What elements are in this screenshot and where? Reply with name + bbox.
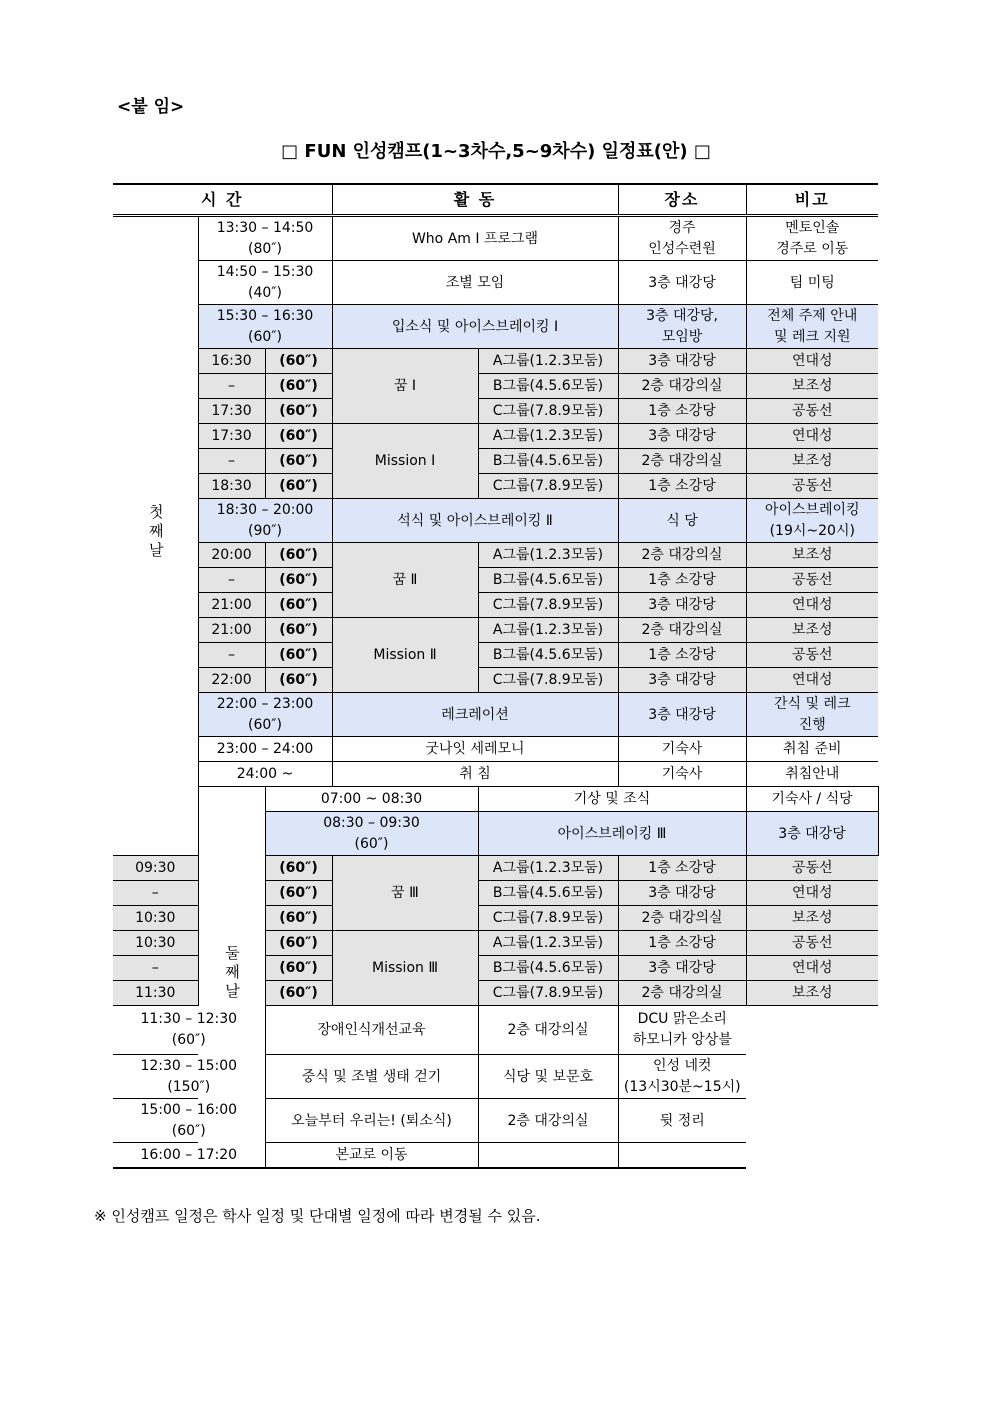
remark-cell: 공동선 xyxy=(746,399,878,424)
day1-text: 첫째날 xyxy=(146,503,165,561)
block-program-name: 꿈 Ⅲ xyxy=(332,856,478,931)
table-row xyxy=(113,1143,878,1169)
group-cell: C그룹(7.8.9모둠) xyxy=(478,981,618,1006)
remark-cell: 공동선 xyxy=(746,931,878,956)
place-cell: 2층 대강의실 xyxy=(478,1006,618,1055)
block-duration: (60″) xyxy=(265,374,332,399)
time-cell xyxy=(198,499,332,543)
group-cell: C그룹(7.8.9모둠) xyxy=(478,399,618,424)
activity-cell: 입소식 및 아이스브레이킹 Ⅰ xyxy=(332,305,618,349)
remark-cell: 공동선 xyxy=(746,643,878,668)
place-cell: 1층 소강당 xyxy=(618,474,746,499)
block-time-dash: – xyxy=(198,374,265,399)
activity-cell: 본교로 이동 xyxy=(265,1143,478,1169)
duration: (60″) xyxy=(248,716,282,733)
remark-cell xyxy=(618,1006,746,1055)
time-range: 22:00 – 23:00 xyxy=(216,695,314,712)
duration: (90″) xyxy=(248,522,282,539)
block-duration: (60″) xyxy=(265,449,332,474)
block-program-name: Mission Ⅱ xyxy=(332,618,478,693)
table-row xyxy=(113,399,878,424)
block-time-end: 22:00 xyxy=(198,668,265,693)
group-cell: B그룹(4.5.6모둠) xyxy=(478,374,618,399)
remark-cell: 연대성 xyxy=(746,593,878,618)
place-text: 3층 대강당, 모임방 xyxy=(646,307,718,345)
table-row xyxy=(113,1006,878,1055)
time-range: 24:00 ~ xyxy=(236,766,294,782)
remark-cell: 연대성 xyxy=(746,349,878,374)
activity-cell: Who Am I 프로그램 xyxy=(332,216,618,261)
table-row xyxy=(113,568,878,593)
place-cell: 2층 대강의실 xyxy=(618,981,746,1006)
duration: (60″) xyxy=(171,1122,206,1139)
duration: (80″) xyxy=(248,240,282,257)
duration: (150″) xyxy=(167,1078,211,1095)
time-cell xyxy=(198,216,332,261)
remark-cell: 보조성 xyxy=(746,906,878,931)
block-duration: (60″) xyxy=(265,643,332,668)
group-cell: B그룹(4.5.6모둠) xyxy=(478,449,618,474)
group-cell: A그룹(1.2.3모둠) xyxy=(478,349,618,374)
place-cell: 3층 대강당 xyxy=(618,693,746,737)
block-time-dash: – xyxy=(113,881,198,906)
activity-cell: 레크레이션 xyxy=(332,693,618,737)
remark-text: 아이스브레이킹 (19시~20시) xyxy=(764,501,860,539)
place-cell: 2층 대강의실 xyxy=(618,618,746,643)
group-cell: B그룹(4.5.6모둠) xyxy=(478,568,618,593)
place-cell: 2층 대강의실 xyxy=(618,543,746,568)
activity-cell: 석식 및 아이스브레이킹 Ⅱ xyxy=(332,499,618,543)
block-program-name: 꿈 Ⅱ xyxy=(332,543,478,618)
block-program-name: Mission Ⅰ xyxy=(332,424,478,499)
place-text: 경주 인성수련원 xyxy=(648,219,716,257)
time-cell xyxy=(113,1099,265,1143)
block-duration: (60″) xyxy=(265,856,332,881)
remark-cell: 공동선 xyxy=(746,474,878,499)
group-cell: C그룹(7.8.9모둠) xyxy=(478,593,618,618)
block-duration: (60″) xyxy=(265,349,332,374)
schedule-table xyxy=(113,183,878,1169)
group-cell: A그룹(1.2.3모둠) xyxy=(478,424,618,449)
place-cell: 기숙사 / 식당 xyxy=(746,787,878,812)
time-range: 15:00 – 16:00 xyxy=(140,1101,238,1118)
block-duration: (60″) xyxy=(265,956,332,981)
time-cell xyxy=(113,1143,265,1169)
place-cell: 2층 대강의실 xyxy=(618,906,746,931)
remark-cell: 보조성 xyxy=(746,981,878,1006)
remark-text: 전체 주제 안내 및 레크 지원 xyxy=(767,307,858,345)
block-program-name: Mission Ⅲ xyxy=(332,931,478,1006)
table-row xyxy=(113,593,878,618)
remark-cell: 연대성 xyxy=(746,881,878,906)
remark-text: DCU 맑은소리 하모니카 앙상블 xyxy=(632,1011,732,1048)
time-cell xyxy=(198,261,332,305)
time-range: 12:30 – 15:00 xyxy=(140,1057,238,1074)
time-range: 18:30 – 20:00 xyxy=(216,501,314,518)
place-cell: 1층 소강당 xyxy=(618,399,746,424)
time-cell xyxy=(198,693,332,737)
block-duration: (60″) xyxy=(265,668,332,693)
block-duration: (60″) xyxy=(265,568,332,593)
time-range: 07:00 ~ 08:30 xyxy=(320,791,423,807)
group-cell: B그룹(4.5.6모둠) xyxy=(478,956,618,981)
place-cell: 2층 대강의실 xyxy=(618,449,746,474)
remark-cell: 보조성 xyxy=(746,618,878,643)
time-cell xyxy=(113,1055,265,1099)
group-cell: C그룹(7.8.9모둠) xyxy=(478,668,618,693)
place-cell: 3층 대강당 xyxy=(618,956,746,981)
table-row xyxy=(113,693,878,737)
remark-text: 멘토인솔 경주로 이동 xyxy=(776,219,849,257)
table-row xyxy=(113,305,878,349)
table-row xyxy=(113,618,878,643)
place-cell: 1층 소강당 xyxy=(618,931,746,956)
block-duration: (60″) xyxy=(265,618,332,643)
place-cell: 3층 대강당 xyxy=(618,349,746,374)
time-cell xyxy=(265,787,478,812)
place-cell: 2층 대강의실 xyxy=(478,1099,618,1143)
remark-cell: 뒷 정리 xyxy=(618,1099,746,1143)
block-duration: (60″) xyxy=(265,424,332,449)
activity-cell: 조별 모임 xyxy=(332,261,618,305)
remark-cell xyxy=(746,499,878,543)
table-row xyxy=(113,737,878,762)
table-row xyxy=(113,424,878,449)
table-row xyxy=(113,349,878,374)
place-cell: 2층 대강의실 xyxy=(618,374,746,399)
activity-cell: 아이스브레이킹 Ⅲ xyxy=(478,812,746,856)
time-cell xyxy=(198,737,332,762)
duration: (60″) xyxy=(354,835,389,852)
table-row xyxy=(113,499,878,543)
remark-cell: 보조성 xyxy=(746,543,878,568)
remark-cell xyxy=(746,216,878,261)
place-cell xyxy=(618,305,746,349)
place-cell: 3층 대강당 xyxy=(746,812,878,856)
header-time: 시 간 xyxy=(113,184,332,216)
remark-cell: 연대성 xyxy=(746,424,878,449)
place-cell: 3층 대강당 xyxy=(618,593,746,618)
remark-cell: 보조성 xyxy=(746,449,878,474)
duration: (60″) xyxy=(248,328,282,345)
block-duration: (60″) xyxy=(265,399,332,424)
remark-cell: 공동선 xyxy=(746,856,878,881)
block-time-dash: – xyxy=(198,568,265,593)
table-row xyxy=(113,1055,878,1099)
remark-cell: 연대성 xyxy=(746,956,878,981)
place-cell: 3층 대강당 xyxy=(618,881,746,906)
place-cell: 1층 소강당 xyxy=(618,856,746,881)
time-range: 11:30 – 12:30 xyxy=(140,1011,238,1027)
block-time-start: 21:00 xyxy=(198,618,265,643)
place-cell: 식당 및 보문호 xyxy=(478,1055,618,1099)
time-cell xyxy=(113,1006,265,1055)
header-place: 장소 xyxy=(618,184,746,216)
block-duration: (60″) xyxy=(265,931,332,956)
block-time-start: 10:30 xyxy=(113,931,198,956)
remark-cell: 취침 준비 xyxy=(746,737,878,762)
block-duration: (60″) xyxy=(265,593,332,618)
place-cell: 기숙사 xyxy=(618,762,746,787)
activity-cell: 중식 및 조별 생태 걷기 xyxy=(265,1055,478,1099)
day1-label xyxy=(113,216,198,856)
remark-cell xyxy=(746,693,878,737)
remark-cell: 연대성 xyxy=(746,668,878,693)
time-range: 14:50 – 15:30 xyxy=(216,263,314,280)
table-row xyxy=(113,543,878,568)
place-cell: 3층 대강당 xyxy=(618,424,746,449)
table-row xyxy=(113,1099,878,1143)
table-row xyxy=(113,449,878,474)
table-row xyxy=(113,474,878,499)
group-cell: C그룹(7.8.9모둠) xyxy=(478,474,618,499)
header-activity: 활 동 xyxy=(332,184,618,216)
place-cell xyxy=(478,1143,618,1169)
time-range: 15:30 – 16:30 xyxy=(216,307,314,324)
remark-cell xyxy=(618,1055,746,1099)
block-time-start: 16:30 xyxy=(198,349,265,374)
block-time-start: 20:00 xyxy=(198,543,265,568)
header-remark: 비고 xyxy=(746,184,878,216)
time-cell xyxy=(265,812,478,856)
block-duration: (60″) xyxy=(265,981,332,1006)
attachment-label: <붙 임> xyxy=(117,97,185,117)
block-duration: (60″) xyxy=(265,881,332,906)
block-time-start: 17:30 xyxy=(198,424,265,449)
place-cell: 식 당 xyxy=(618,499,746,543)
block-time-end: 17:30 xyxy=(198,399,265,424)
table-row xyxy=(113,668,878,693)
group-cell: A그룹(1.2.3모둠) xyxy=(478,618,618,643)
page-title: □ FUN 인성캠프(1~3차수,5~9차수) 일정표(안) □ xyxy=(281,141,711,162)
place-cell: 3층 대강당 xyxy=(618,668,746,693)
place-cell: 3층 대강당 xyxy=(618,261,746,305)
place-cell: 1층 소강당 xyxy=(618,568,746,593)
duration: (60″) xyxy=(171,1032,206,1048)
block-time-end: 18:30 xyxy=(198,474,265,499)
time-cell xyxy=(198,762,332,787)
remark-cell: 취침안내 xyxy=(746,762,878,787)
group-cell: A그룹(1.2.3모둠) xyxy=(478,543,618,568)
table-row xyxy=(113,643,878,668)
place-cell: 1층 소강당 xyxy=(618,643,746,668)
block-time-end: 21:00 xyxy=(198,593,265,618)
table-row xyxy=(113,261,878,305)
activity-cell: 취 침 xyxy=(332,762,618,787)
remark-cell: 보조성 xyxy=(746,374,878,399)
remark-cell xyxy=(618,1143,746,1169)
block-duration: (60″) xyxy=(265,474,332,499)
day2-text: 둘째날 xyxy=(223,944,241,1002)
time-range: 16:00 – 17:20 xyxy=(140,1147,238,1163)
block-time-start: 09:30 xyxy=(113,856,198,881)
block-time-dash: – xyxy=(198,449,265,474)
time-range: 08:30 – 09:30 xyxy=(323,814,420,831)
time-range: 23:00 – 24:00 xyxy=(216,741,314,757)
table-row xyxy=(113,787,878,812)
activity-cell: 오늘부터 우리는! (퇴소식) xyxy=(265,1099,478,1143)
table-row xyxy=(113,216,878,261)
group-cell: A그룹(1.2.3모둠) xyxy=(478,931,618,956)
place-cell: 기숙사 xyxy=(618,737,746,762)
activity-cell: 굿나잇 세레모니 xyxy=(332,737,618,762)
remark-cell xyxy=(746,305,878,349)
duration: (40″) xyxy=(248,284,282,301)
group-cell: B그룹(4.5.6모둠) xyxy=(478,643,618,668)
time-range: 13:30 – 14:50 xyxy=(216,219,314,236)
table-row xyxy=(113,374,878,399)
place-cell xyxy=(618,216,746,261)
time-cell xyxy=(198,305,332,349)
block-time-end: 10:30 xyxy=(113,906,198,931)
activity-cell: 장애인식개선교육 xyxy=(265,1006,478,1055)
block-time-end: 11:30 xyxy=(113,981,198,1006)
block-duration: (60″) xyxy=(265,906,332,931)
remark-text: 간식 및 레크 진행 xyxy=(774,695,851,733)
block-time-dash: – xyxy=(113,956,198,981)
remark-cell: 팀 미팅 xyxy=(746,261,878,305)
remark-cell: 공동선 xyxy=(746,568,878,593)
remark-text: 인성 네컷 (13시30분~15시) xyxy=(623,1057,741,1095)
block-program-name: 꿈 Ⅰ xyxy=(332,349,478,424)
table-row xyxy=(113,762,878,787)
group-cell: C그룹(7.8.9모둠) xyxy=(478,906,618,931)
block-duration: (60″) xyxy=(265,543,332,568)
group-cell: A그룹(1.2.3모둠) xyxy=(478,856,618,881)
group-cell: B그룹(4.5.6모둠) xyxy=(478,881,618,906)
activity-cell: 기상 및 조식 xyxy=(478,787,746,812)
block-time-dash: – xyxy=(198,643,265,668)
footnote: ※ 인성캠프 일정은 학사 일정 및 단대별 일정에 따라 변경될 수 있음. xyxy=(94,1207,541,1225)
